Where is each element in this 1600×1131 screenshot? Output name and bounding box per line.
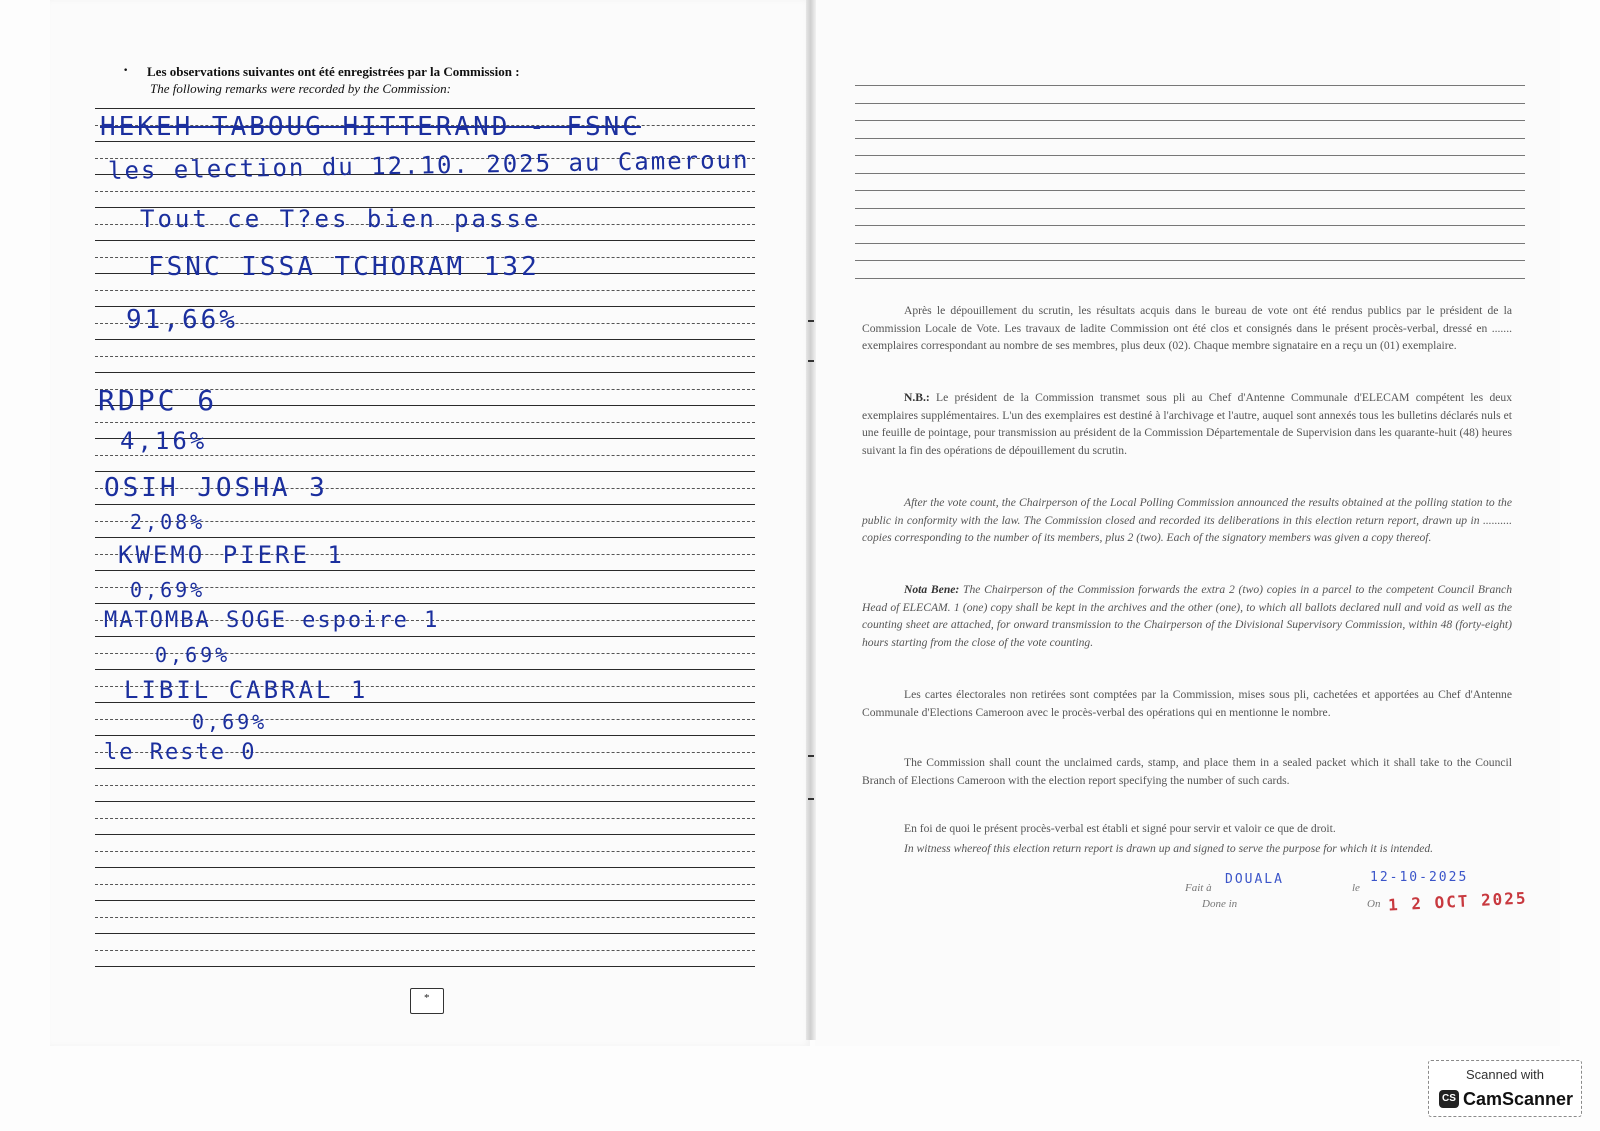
camscanner-name: CamScanner [1463,1089,1574,1109]
handwritten-line: MATOMBA SOGE espoire 1 [104,608,440,633]
camscanner-icon: CS [1439,1090,1459,1108]
ruled-line [95,108,755,109]
ruled-line [95,504,755,505]
paragraph-en-witness [862,840,1512,858]
handwritten-line: 0,69% [130,578,206,602]
paragraph-text: Le président de la Commission transmet sous pli au Chef d'Antenne Communale d'ELECAM compétent les deux exemplaires supplémentaires. L'un des exemplaires est destiné à l'archivage et l'autre, auquel sont annexés tous les bulletins déclarés nuls et une feuille de pointage, pour transmission au président de la Commission Départementale de Supervision dans les quarante-huit (48) heures suivant la fin des opérations de dépouillement du scrutin. [862,391,1512,457]
handwritten-line: les election du 12.10. 2025 au Cameroun [107,145,750,185]
fold-mark [808,320,814,322]
ruled-line [95,818,755,819]
paragraph-fr-1 [862,302,1512,355]
fold-mark [808,360,814,362]
paragraph-text: After the vote count, the Chairperson of the Local Polling Commission announced the results obtained at the polling station to the public in conformity with the law. The Commission closed and recorded its deliberations in this election return report, drawn up in .......... copies corresponding to the number of its members, plus 2 (two). Each of the signatory members was given a copy thereof. [862,496,1512,544]
ruled-line [95,851,755,852]
handwritten-line: 2,08% [130,510,206,534]
ruled-line [95,636,755,637]
handwritten-line: le Reste 0 [104,740,257,765]
ruled-line [855,138,1525,139]
handwritten-line: FSNC ISSA TCHORAM 132 [148,252,540,282]
ruled-line [855,225,1525,226]
scanned-with-label: Scanned with [1465,1067,1545,1082]
nota-bene-label: Nota Bene: [904,583,960,596]
date-stamp: 1 2 OCT 2025 [1387,888,1528,915]
page-number-box [410,988,444,1014]
paragraph-nb [862,389,1512,459]
paragraph-nota-bene [862,581,1512,651]
ruled-line [95,537,755,538]
ruled-line [95,917,755,918]
handwritten-line: 0,69% [192,710,268,734]
paragraph-en-1 [862,494,1512,547]
ruled-line [95,372,755,373]
ruled-line [95,290,755,291]
ruled-line [95,966,755,967]
paragraph-fr-witness [862,820,1512,838]
ruled-line [855,120,1525,121]
ruled-line [95,735,755,736]
ruled-line [95,768,755,769]
handwritten-line: RDPC 6 [98,384,218,417]
ruled-line [855,278,1525,279]
done-in-label: Done in [1202,898,1238,910]
paragraph-fr-cards [862,686,1512,721]
ruled-line [855,173,1525,174]
ruled-line [855,190,1525,191]
date-le-label: le [1352,882,1360,894]
date-handwritten: 12-10-2025 [1370,870,1469,885]
camscanner-badge [1428,1060,1582,1117]
ruled-line [95,834,755,835]
ruled-line [95,669,755,670]
nb-label: N.B.: [904,391,930,404]
page-fold [806,0,816,1040]
remarks-heading-fr: · Les observations suivantes ont été enregistrées par la Commission : [147,64,520,80]
fold-mark [808,755,814,757]
ruled-line [855,243,1525,244]
ruled-line [95,950,755,951]
paragraph-text: The Commission shall count the unclaimed cards, stamp, and place them in a sealed packet which it shall take to the Council Branch of Elections Cameroon with the election report specifying the number of such cards. [862,756,1512,787]
ruled-line [95,570,755,571]
date-on-label: On [1367,898,1381,910]
ruled-lines-right [855,85,1525,285]
remarks-heading-en: The following remarks were recorded by the Commission: [150,81,452,96]
ruled-line [95,900,755,901]
handwritten-line: 4,16% [120,427,208,455]
handwritten-line: LIBIL CABRAL 1 [124,676,369,704]
handwritten-line: Tout ce T?es bien passe [140,205,542,233]
ruled-line [855,85,1525,86]
handwritten-line: HEKEH TABOUG HITTERAND - FSNC [100,112,641,142]
ruled-line [95,884,755,885]
paragraph-text: Les cartes électorales non retirées sont comptées par la Commission, mises sous pli, cachetées et apportées au Chef d'Antenne Communale d'Elections Cameroon avec le procès-verbal des opérations qui en mentionne le nombre. [862,688,1512,719]
ruled-line [95,471,755,472]
handwritten-line: 91,66% [126,305,238,335]
page-number: * [424,992,430,1004]
ruled-line [855,260,1525,261]
ruled-line [855,103,1525,104]
ruled-line [95,785,755,786]
ruled-line [95,191,755,192]
paragraph-text: En foi de quoi le présent procès-verbal est établi et signé pour servir et valoir ce que de droit. [904,822,1336,835]
ruled-line [95,867,755,868]
ruled-line [95,933,755,934]
paragraph-text: The Chairperson of the Commission forwards the extra 2 (two) copies in a parcel to the competent Council Branch Head of ELECAM. 1 (one) copy shall be kept in the archives and the other (one), to which all ballots declared null and void as well as the counting sheet are attached, for onward transmission to the Chairperson of the Divisional Supervisory Commission, within 48 (forty-eight) hours starting from the close of the vote counting. [862,583,1512,649]
ruled-line [95,356,755,357]
place-handwritten: DOUALA [1225,872,1284,887]
ruled-line [855,155,1525,156]
paragraph-text: In witness whereof this election return report is drawn up and signed to serve the purpose for which it is intended. [904,842,1434,855]
paragraph-en-cards [862,754,1512,789]
ruled-line [95,801,755,802]
handwritten-line: KWEMO PIERE 1 [118,541,345,569]
handwritten-line: OSIH JOSHA 3 [104,473,328,503]
fait-a-label: Fait à [1185,882,1212,894]
paragraph-text: Après le dépouillement du scrutin, les résultats acquis dans le bureau de vote ont été rendus publics par le président de la Commission Locale de Vote. Les travaux de ladite Commission ont été clos et consignés dans le présent procès-verbal, dressé en ....... exemplaires correspondant au nombre de ses membres, plus deux (02). Chaque membre signataire en a reçu un (01) exemplaire. [862,304,1512,352]
ruled-line [95,240,755,241]
fold-mark [808,798,814,800]
handwritten-line: 0,69% [155,643,231,667]
ruled-line [95,422,755,423]
ruled-line [95,603,755,604]
ruled-line [855,208,1525,209]
ruled-line [95,339,755,340]
